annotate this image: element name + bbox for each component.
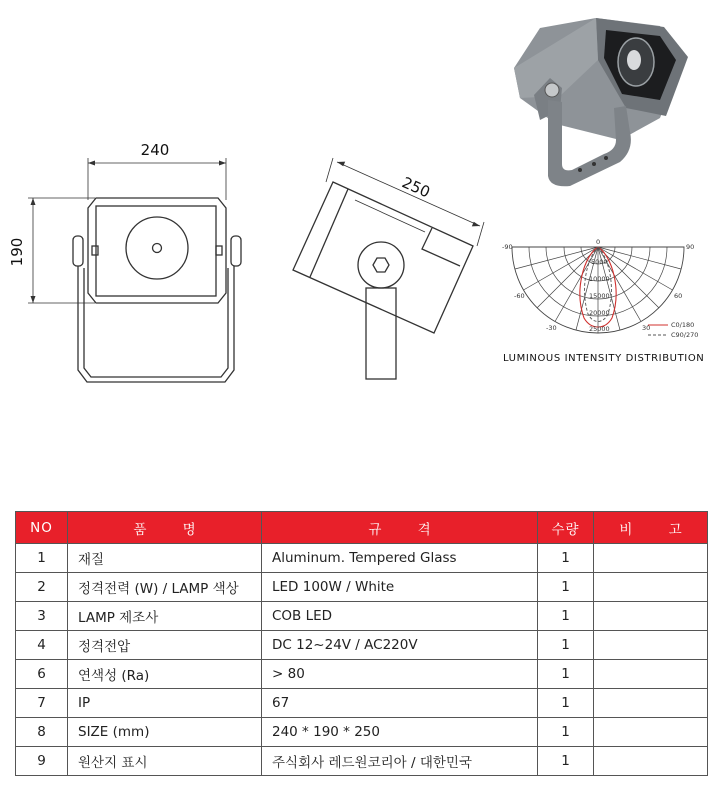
cell-spec: 주식회사 레드원코리아 / 대한민국 bbox=[262, 747, 538, 776]
cell-note bbox=[594, 718, 708, 747]
cell-qty: 1 bbox=[538, 747, 594, 776]
table-row bbox=[16, 573, 708, 602]
polar-radius-label: 20000 bbox=[589, 309, 610, 317]
table-row bbox=[16, 660, 708, 689]
table-row bbox=[16, 631, 708, 660]
cell-name: 재질 bbox=[68, 544, 262, 573]
cell-qty: 1 bbox=[538, 602, 594, 631]
polar-angle-label: 90 bbox=[686, 243, 695, 251]
header-qty: 수량 bbox=[538, 512, 594, 544]
cell-no: 2 bbox=[16, 573, 68, 602]
cell-note bbox=[594, 602, 708, 631]
cell-spec: LED 100W / White bbox=[262, 573, 538, 602]
cell-qty: 1 bbox=[538, 718, 594, 747]
header-name: 품 명 bbox=[68, 512, 262, 544]
cell-qty: 1 bbox=[538, 660, 594, 689]
cell-name: SIZE (mm) bbox=[68, 718, 262, 747]
table-row bbox=[16, 602, 708, 631]
cell-no: 9 bbox=[16, 747, 68, 776]
cell-spec: DC 12~24V / AC220V bbox=[262, 631, 538, 660]
dim-height-label: 190 bbox=[8, 237, 26, 267]
cell-spec: COB LED bbox=[262, 602, 538, 631]
table-row bbox=[16, 689, 708, 718]
cell-note bbox=[594, 747, 708, 776]
cell-spec: > 80 bbox=[262, 660, 538, 689]
cell-note bbox=[594, 573, 708, 602]
polar-angle-label: 60 bbox=[674, 292, 683, 300]
cell-note bbox=[594, 660, 708, 689]
cell-qty: 1 bbox=[538, 631, 594, 660]
cell-name: IP bbox=[68, 689, 262, 718]
header-spec: 규 격 bbox=[262, 512, 538, 544]
cell-note bbox=[594, 631, 708, 660]
dim-width-label: 240 bbox=[140, 141, 170, 159]
cell-qty: 1 bbox=[538, 689, 594, 718]
cell-name: 원산지 표시 bbox=[68, 747, 262, 776]
polar-angle-label: 0 bbox=[596, 238, 601, 246]
cell-no: 3 bbox=[16, 602, 68, 631]
cell-no: 6 bbox=[16, 660, 68, 689]
cell-no: 4 bbox=[16, 631, 68, 660]
polar-angle-label: -90 bbox=[502, 243, 513, 251]
header-note: 비 고 bbox=[594, 512, 708, 544]
polar-radius-label: 15000 bbox=[589, 292, 610, 300]
table-row bbox=[16, 718, 708, 747]
cell-no: 8 bbox=[16, 718, 68, 747]
cell-name: 연색성 (Ra) bbox=[68, 660, 262, 689]
cell-note bbox=[594, 689, 708, 718]
polar-radius-label: 25000 bbox=[589, 325, 610, 333]
cell-spec: 240 * 190 * 250 bbox=[262, 718, 538, 747]
cell-spec: Aluminum. Tempered Glass bbox=[262, 544, 538, 573]
spec-table bbox=[15, 511, 708, 776]
cell-no: 1 bbox=[16, 544, 68, 573]
product-photo bbox=[514, 18, 688, 186]
cell-name: LAMP 제조사 bbox=[68, 602, 262, 631]
side-view-drawing bbox=[293, 158, 484, 379]
table-row bbox=[16, 747, 708, 776]
polar-angle-label: -60 bbox=[514, 292, 525, 300]
polar-caption: LUMINOUS INTENSITY DISTRIBUTION bbox=[503, 353, 705, 364]
polar-angle-label: 30 bbox=[642, 324, 651, 332]
cell-note bbox=[594, 544, 708, 573]
dim-depth-label: 250 bbox=[399, 173, 433, 202]
polar-axis-labels bbox=[502, 238, 698, 339]
cell-no: 7 bbox=[16, 689, 68, 718]
cell-name: 정격전압 bbox=[68, 631, 262, 660]
cell-name: 정격전력 (W) / LAMP 색상 bbox=[68, 573, 262, 602]
polar-legend-item: C0/180 bbox=[671, 321, 695, 329]
cell-qty: 1 bbox=[538, 544, 594, 573]
front-view-drawing bbox=[28, 158, 241, 382]
polar-radius-label: 10000 bbox=[589, 275, 610, 283]
cell-spec: 67 bbox=[262, 689, 538, 718]
table-header-row bbox=[16, 512, 708, 544]
polar-radius-label: 5000 bbox=[591, 258, 608, 266]
polar-angle-label: -30 bbox=[546, 324, 557, 332]
header-no: NO bbox=[16, 512, 68, 544]
cell-qty: 1 bbox=[538, 573, 594, 602]
polar-legend-item: C90/270 bbox=[671, 331, 699, 339]
table-row bbox=[16, 544, 708, 573]
